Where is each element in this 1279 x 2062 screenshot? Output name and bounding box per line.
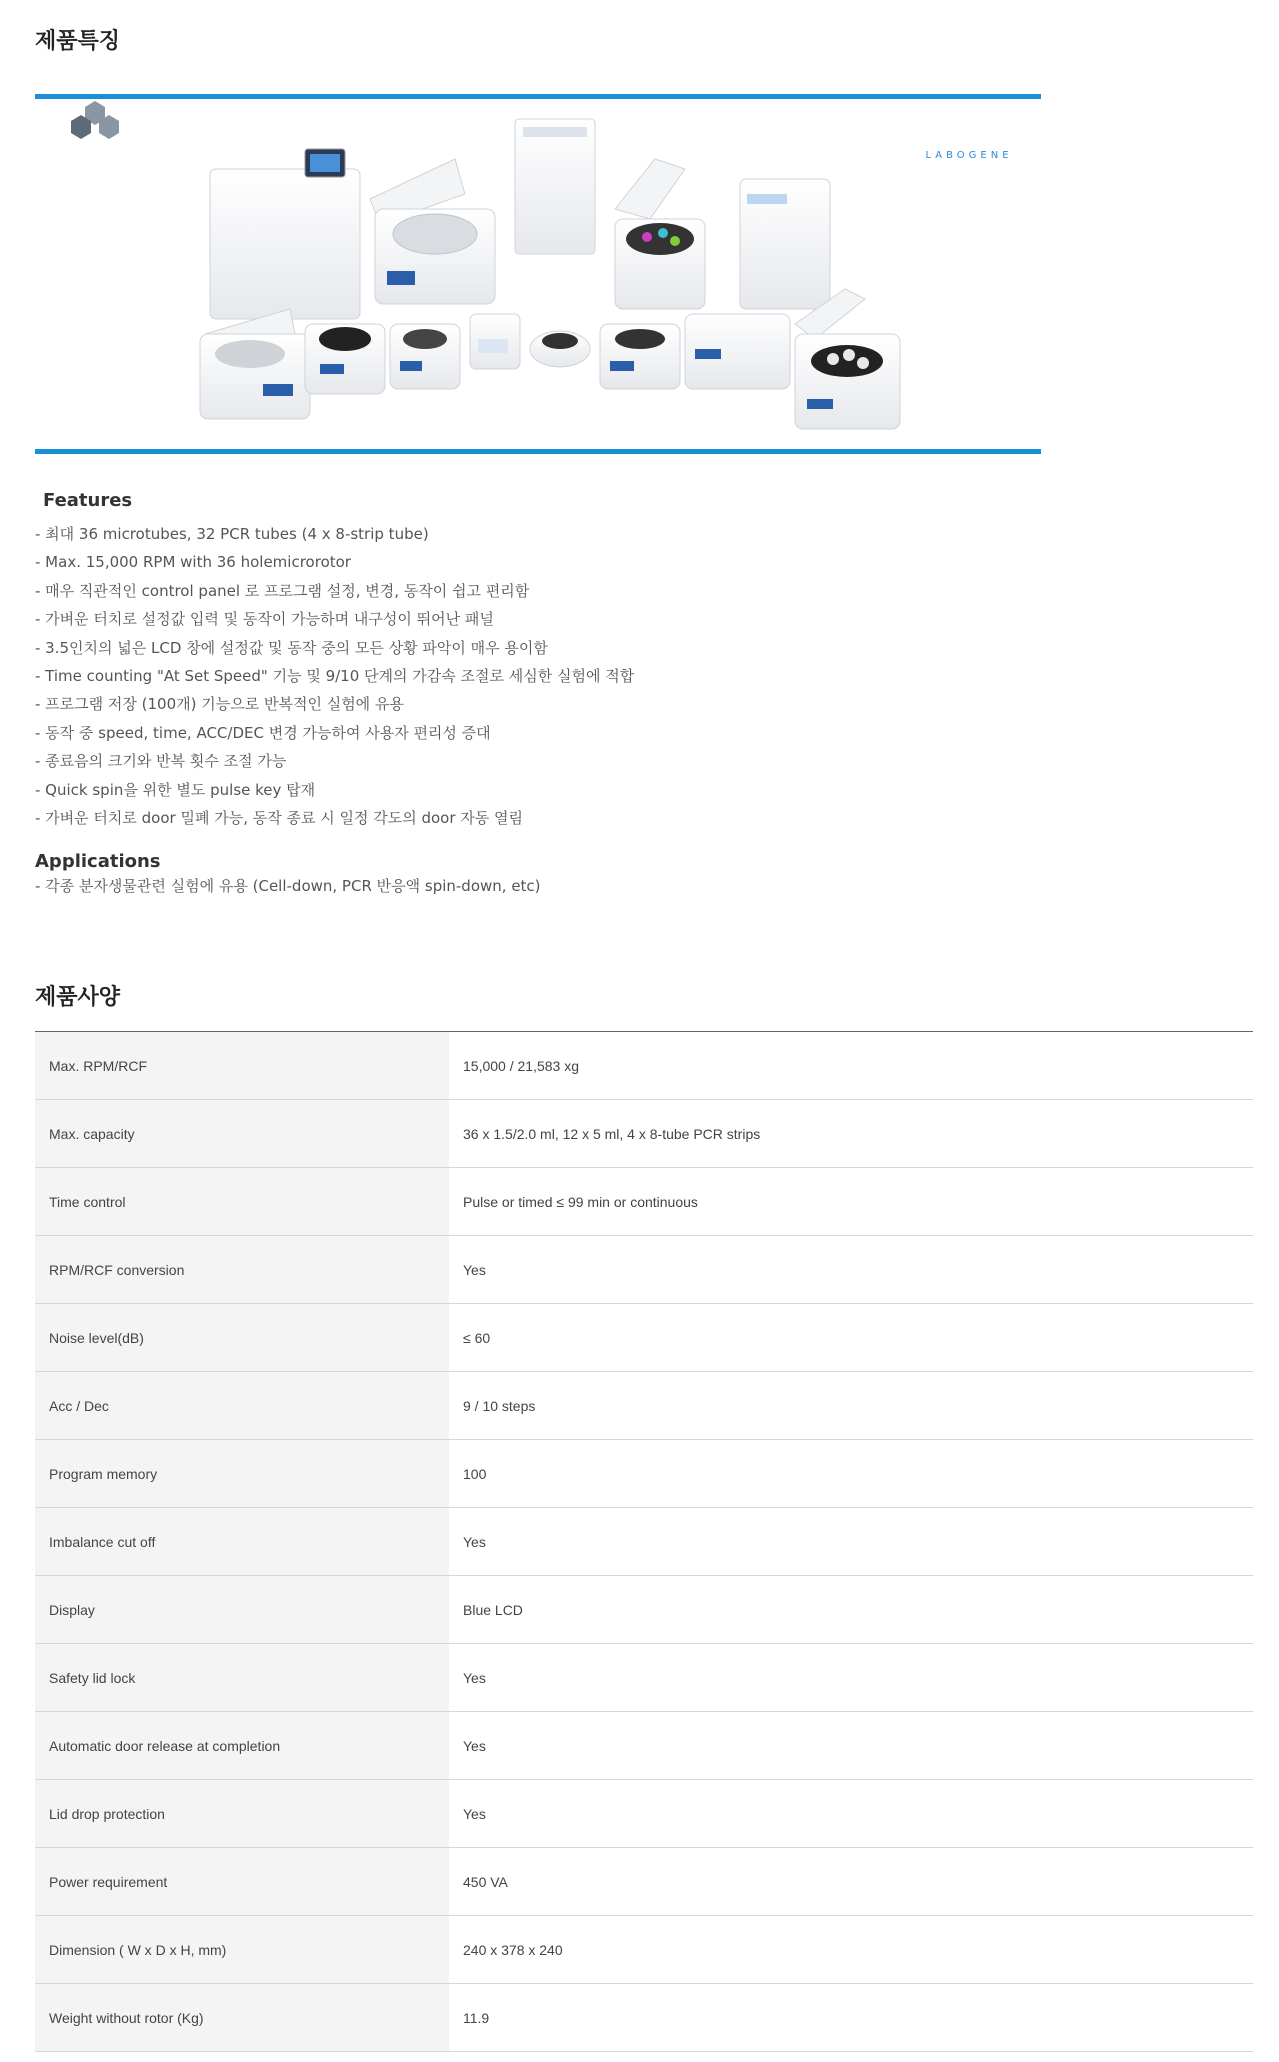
spec-label: RPM/RCF conversion [35,1236,449,1304]
spec-label: Automatic door release at completion [35,1712,449,1780]
spec-label: Weight without rotor (Kg) [35,1984,449,2052]
feature-item: - 프로그램 저장 (100개) 기능으로 반복적인 실험에 유용 [35,695,404,714]
table-row [35,1100,1253,1168]
table-row [35,1780,1253,1848]
table-row [35,1984,1253,2052]
feature-item: - 3.5인치의 넓은 LCD 창에 설정값 및 동작 중의 모든 상황 파악이 매우 용이함 [35,638,548,657]
spec-label: Acc / Dec [35,1372,449,1440]
spec-value: ≤ 60 [449,1304,1253,1372]
feature-item: - 가벼운 터치로 door 밀폐 가능, 동작 종료 시 일정 각도의 door 자동 열림 [35,808,524,827]
centrifuge-small-1 [200,309,310,419]
section-title-features: 제품특징 [35,29,121,54]
spec-value: Yes [449,1236,1253,1304]
spec-label: Noise level(dB) [35,1304,449,1372]
banner-bottom-rule [35,449,1041,454]
centrifuge-open-lid-2 [615,159,705,309]
spec-table [35,1031,1253,2052]
feature-item: - Time counting "At Set Speed" 기능 및 9/10 단계의 가감속 조절로 세심한 실험에 적합 [35,666,635,685]
table-row [35,1372,1253,1440]
spec-label: Safety lid lock [35,1644,449,1712]
spec-value: 240 x 378 x 240 [449,1916,1253,1984]
centrifuge-small-2 [305,324,385,394]
feature-item: - Max. 15,000 RPM with 36 holemicrorotor [35,553,351,572]
feature-item: - 매우 직관적인 control panel 로 프로그램 설정, 변경, 동작이 쉽고 편리함 [35,581,530,600]
spec-label: Time control [35,1168,449,1236]
spec-value: Yes [449,1508,1253,1576]
centrifuge-small-3 [390,324,460,389]
table-row [35,1712,1253,1780]
spec-label: Max. capacity [35,1100,449,1168]
spec-label: Max. RPM/RCF [35,1032,449,1100]
feature-item: - Quick spin을 위한 별도 pulse key 탑재 [35,780,316,799]
table-row [35,1644,1253,1712]
spec-value: 15,000 / 21,583 xg [449,1032,1253,1100]
centrifuge-open-lid-1 [370,159,495,304]
spec-label: Power requirement [35,1848,449,1916]
applications-section [35,851,541,897]
feature-item: - 동작 중 speed, time, ACC/DEC 변경 가능하여 사용자 편리성 증대 [35,723,491,742]
centrifuge-tower [515,119,595,254]
table-row [35,1916,1253,1984]
table-row [35,1848,1253,1916]
table-row [35,1304,1253,1372]
spec-label: Display [35,1576,449,1644]
feature-item: - 최대 36 microtubes, 32 PCR tubes (4 x 8-strip tube) [35,525,429,543]
spec-value: Pulse or timed ≤ 99 min or continuous [449,1168,1253,1236]
spec-label: Dimension ( W x D x H, mm) [35,1916,449,1984]
section-title-specs: 제품사양 [35,985,121,1010]
spec-label: Program memory [35,1440,449,1508]
centrifuge-open-lid-3 [795,289,900,429]
product-banner [35,94,1041,456]
table-row [35,1236,1253,1304]
table-row [35,1032,1253,1100]
spec-value: 450 VA [449,1848,1253,1916]
centrifuge-mini-2 [530,331,590,367]
table-row [35,1508,1253,1576]
spec-value: Yes [449,1780,1253,1848]
spec-value: 100 [449,1440,1253,1508]
applications-heading: Applications [35,851,161,872]
application-item: - 각종 분자생물관련 실험에 유용 (Cell-down, PCR 반응액 spin-down, etc) [35,877,541,895]
centrifuge-tall-right [740,179,830,309]
spec-label: Lid drop protection [35,1780,449,1848]
table-row [35,1168,1253,1236]
spec-value: Blue LCD [449,1576,1253,1644]
labogene-logo-icon [35,99,155,159]
spec-value: Yes [449,1644,1253,1712]
centrifuge-lineup-image [35,99,1041,449]
features-list [35,520,995,832]
logo-wordmark: LABOGENE [925,150,1013,161]
spec-value: Yes [449,1712,1253,1780]
spec-value: 11.9 [449,1984,1253,2052]
spec-label: Imbalance cut off [35,1508,449,1576]
centrifuge-medium [685,314,790,389]
feature-item: - 종료음의 크기와 반복 횟수 조절 가능 [35,752,287,771]
feature-item: - 가벼운 터치로 설정값 입력 및 동작이 가능하며 내구성이 뛰어난 패널 [35,610,494,629]
features-section [35,490,995,832]
spec-value: 9 / 10 steps [449,1372,1253,1440]
table-row [35,1576,1253,1644]
features-heading: Features [43,490,133,511]
centrifuge-small-4 [600,324,680,389]
spec-value: 36 x 1.5/2.0 ml, 12 x 5 ml, 4 x 8-tube PCR strips [449,1100,1253,1168]
table-row [35,1440,1253,1508]
centrifuge-large-floor [210,149,360,319]
centrifuge-mini-1 [470,314,520,369]
